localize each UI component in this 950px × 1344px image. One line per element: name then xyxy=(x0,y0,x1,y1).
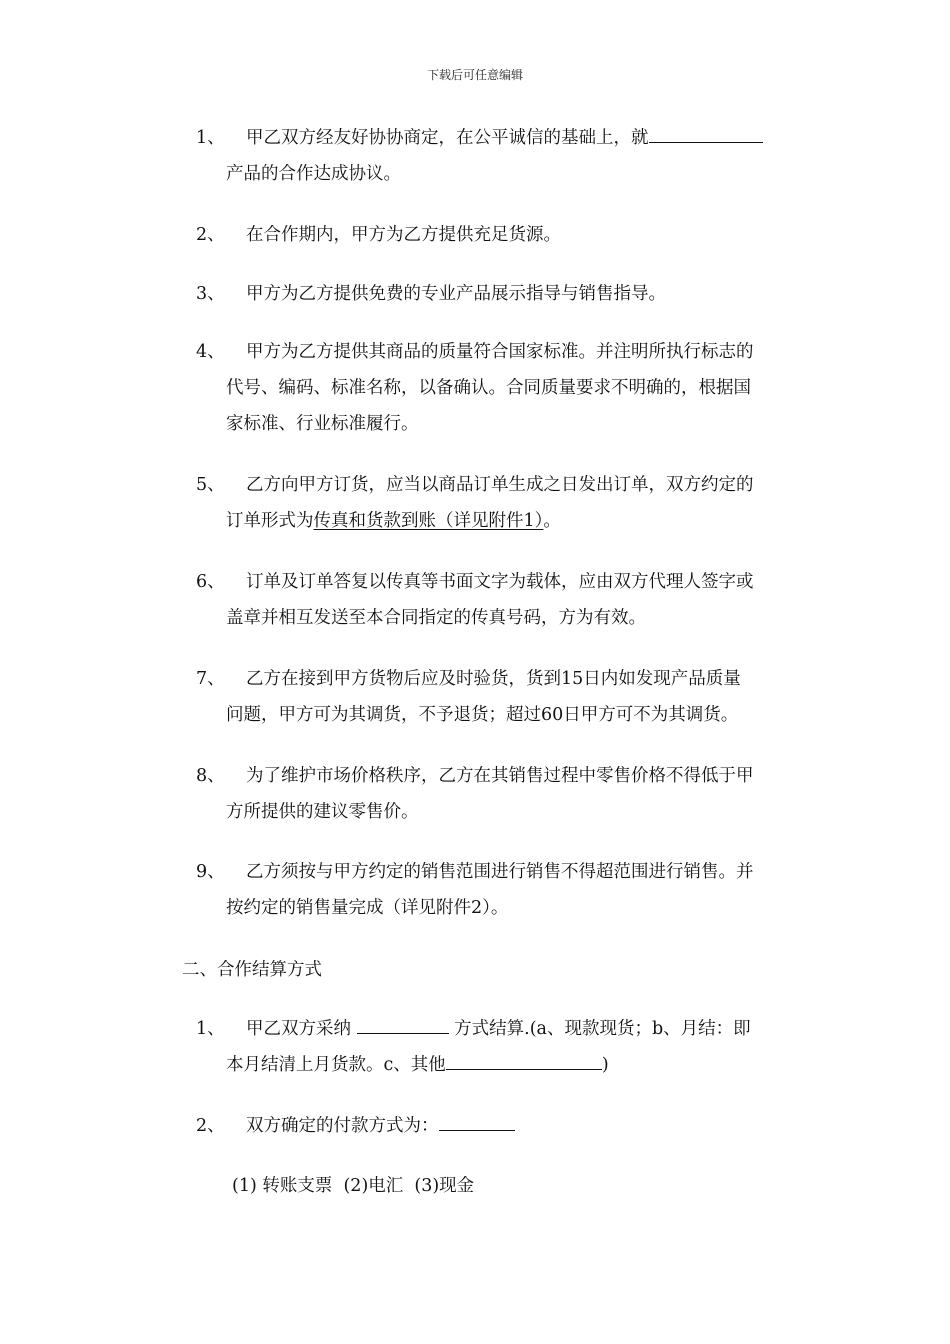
clause-number: 7、 xyxy=(196,669,225,689)
clause-text: 双方确定的付款方式为： xyxy=(246,1116,439,1136)
clause-number: 3、 xyxy=(196,284,225,304)
clause-text: 。 xyxy=(543,511,561,531)
clause-text: 家标准、行业标准履行。 xyxy=(226,414,419,434)
payment-options: (1) 转账支票 (2)电汇 (3)现金 xyxy=(232,1176,475,1196)
other-method-field[interactable] xyxy=(446,1047,602,1070)
clause-text: 在合作期内，甲方为乙方提供充足货源。 xyxy=(246,225,561,245)
clause-text: 按约定的销售量完成（详见附件2）。 xyxy=(226,898,509,918)
order-form-underlined: 传真和货款到账（详见附件1） xyxy=(313,511,544,531)
clause-text: 甲乙双方经友好协协商定，在公平诚信的基础上，就 xyxy=(246,128,649,148)
clause-number: 1、 xyxy=(196,128,225,148)
clause-9 xyxy=(196,854,802,926)
clause-text: 订单形式为 xyxy=(226,511,314,531)
clause-number: 9、 xyxy=(196,862,225,882)
product-blank-field[interactable] xyxy=(649,120,763,143)
clause-text: 方式结算.(a、现款现货；b、月结：即 xyxy=(448,1019,751,1039)
clause-2 xyxy=(196,217,802,253)
clause-text: 产品的合作达成协议。 xyxy=(226,164,401,184)
clause-7 xyxy=(196,661,802,733)
settlement-clause-1 xyxy=(196,1011,802,1083)
clause-text: 本月结清上月货款。c、其他 xyxy=(226,1055,446,1075)
clause-4 xyxy=(196,334,802,442)
clause-text: 订单及订单答复以传真等书面文字为载体，应由双方代理人签字或 xyxy=(246,572,754,592)
clause-text: 问题，甲方可为其调货，不予退货；超过60日甲方可不为其调货。 xyxy=(226,705,739,725)
clause-number: 8、 xyxy=(196,766,225,786)
clause-8 xyxy=(196,758,802,830)
clause-3 xyxy=(196,276,802,312)
settlement-clause-2 xyxy=(196,1108,802,1144)
clause-text: 甲方为乙方提供免费的专业产品展示指导与销售指导。 xyxy=(246,284,666,304)
page-header: 下载后可任意编辑 xyxy=(426,68,523,82)
clause-1 xyxy=(196,120,802,192)
clause-number: 2、 xyxy=(196,1116,225,1136)
clause-number: 6、 xyxy=(196,572,225,592)
clause-number: 1、 xyxy=(196,1019,225,1039)
clause-number: 5、 xyxy=(196,475,225,495)
clause-text: 为了维护市场价格秩序，乙方在其销售过程中零售价格不得低于甲 xyxy=(246,766,754,786)
section-title: 二、合作结算方式 xyxy=(182,960,322,980)
clause-text: 代号、编码、标准名称，以备确认。合同质量要求不明确的，根据国 xyxy=(226,378,751,398)
clause-number: 2、 xyxy=(196,225,225,245)
clause-text: ) xyxy=(601,1055,609,1075)
clause-text: 甲乙双方采纳 xyxy=(246,1019,357,1039)
clause-text: 甲方为乙方提供其商品的质量符合国家标准。并注明所执行标志的 xyxy=(246,342,754,362)
payment-method-field[interactable] xyxy=(439,1108,515,1131)
clause-text: 盖章并相互发送至本合同指定的传真号码，方为有效。 xyxy=(226,608,646,628)
clause-text: 乙方向甲方订货，应当以商品订单生成之日发出订单，双方约定的 xyxy=(246,475,754,495)
clause-text: 乙方在接到甲方货物后应及时验货，货到15日内如发现产品质量 xyxy=(246,669,741,689)
clause-text: 乙方须按与甲方约定的销售范围进行销售不得超范围进行销售。并 xyxy=(246,862,754,882)
clause-text: 方所提供的建议零售价。 xyxy=(226,802,419,822)
settlement-method-field[interactable] xyxy=(357,1011,449,1034)
clause-5 xyxy=(196,467,802,539)
clause-number: 4、 xyxy=(196,342,225,362)
clause-6 xyxy=(196,564,802,636)
